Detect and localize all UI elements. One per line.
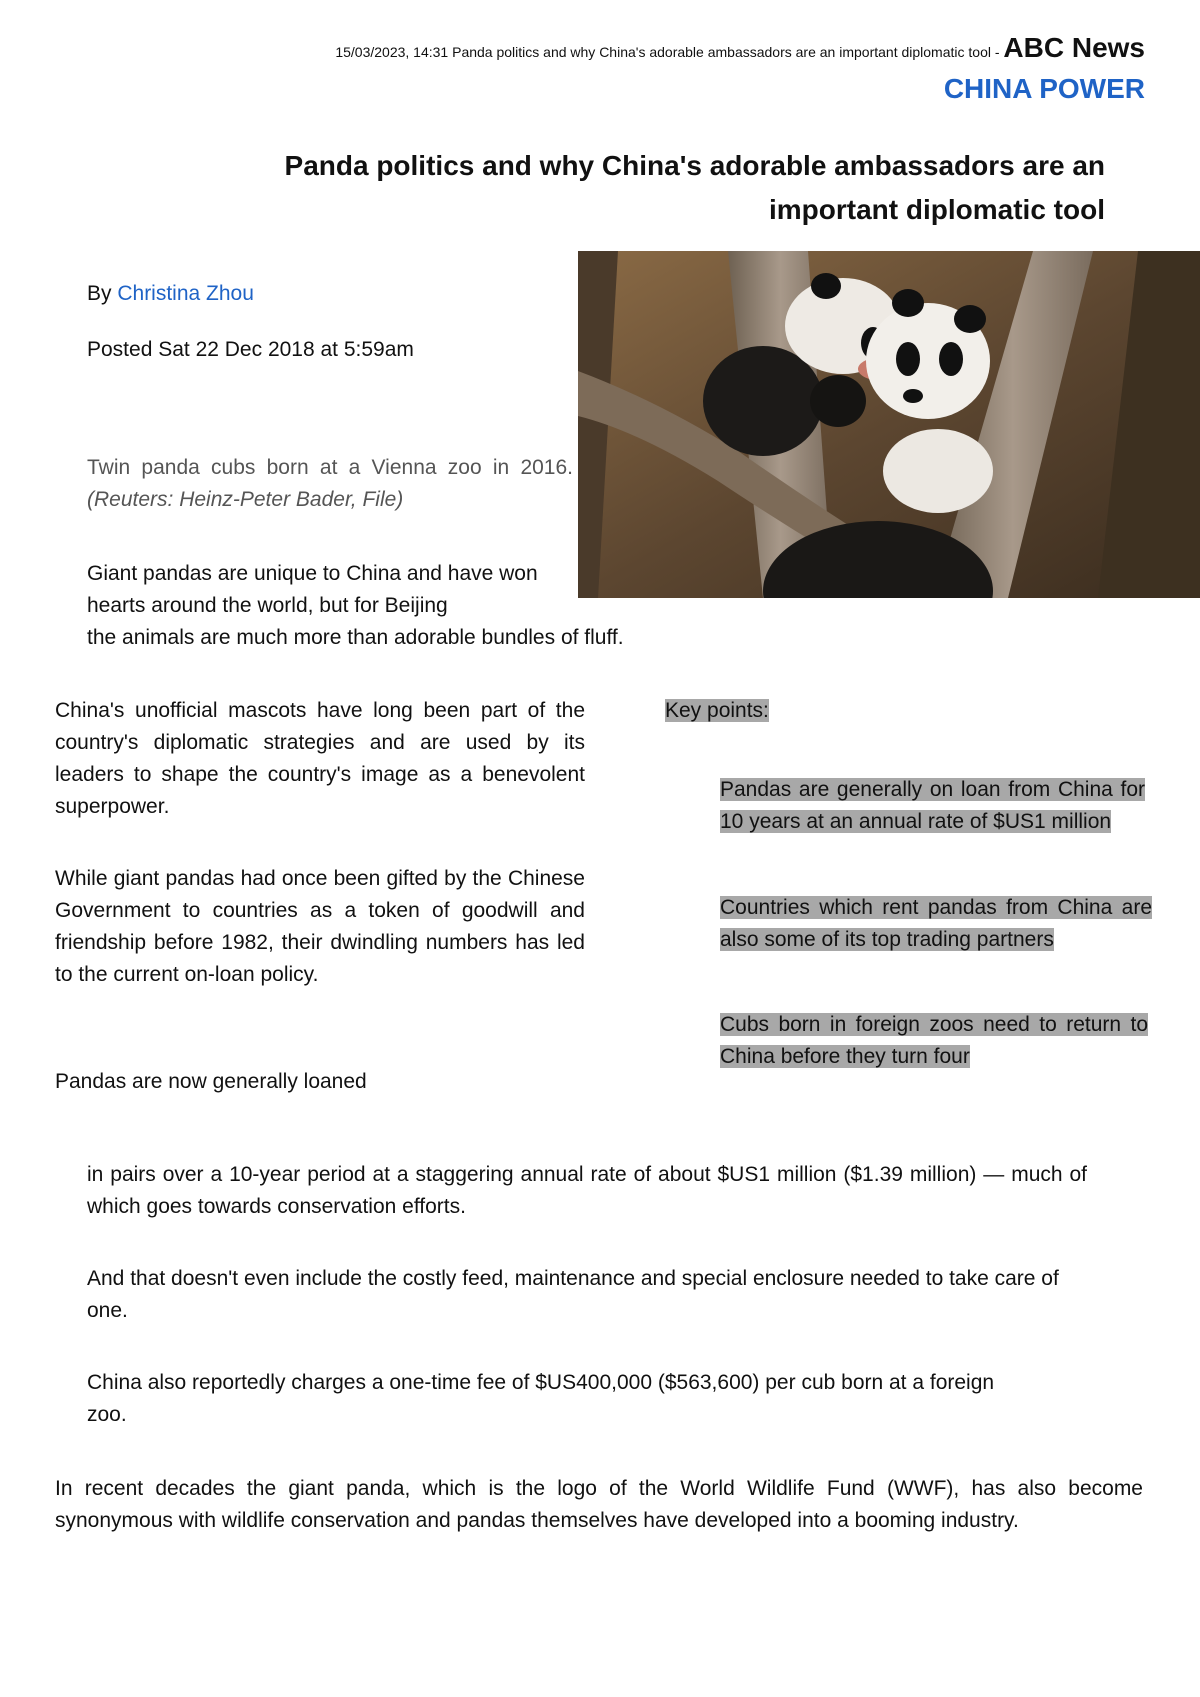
paragraph-mascots: China's unofficial mascots have long been part of the country's diplomatic strategies and are used by its leaders to shape the country's image as a benevolent superpower. (55, 699, 585, 818)
paragraph-loaned: Pandas are now generally loaned (55, 1070, 367, 1093)
key-points-heading (665, 695, 769, 727)
photo-caption (87, 452, 573, 516)
key-point-text: Countries which rent pandas from China are also some of its top trading partners (720, 896, 1152, 951)
paragraph-wwf: In recent decades the giant panda, which is the logo of the World Wildlife Fund (WWF), has also become synonymous with wildlife conservation and pandas themselves have developed into a booming industry. (55, 1477, 1143, 1532)
key-point-text: Pandas are generally on loan from China for 10 years at an annual rate of $US1 million (720, 778, 1145, 833)
byline-prefix: By (87, 282, 118, 305)
intro-paragraph-part1: Giant pandas are unique to China and have won hearts around the world, but for Beijing (87, 562, 538, 617)
article-photo (578, 251, 1200, 598)
paragraph-costs: And that doesn't even include the costly feed, maintenance and special enclosure needed to take care of one. (87, 1267, 1059, 1322)
intro-paragraph-part2: the animals are much more than adorable bundles of fluff. (87, 626, 624, 649)
paragraph-cub-fee: China also reportedly charges a one-time fee of $US400,000 ($563,600) per cub born at a foreign zoo. (87, 1371, 995, 1426)
paragraph-gifted: While giant pandas had once been gifted by the Chinese Government to countries as a token of goodwill and friendship before 1982, their dwindling numbers has led to the current on-loan policy. (55, 867, 585, 986)
caption-credit: (Reuters: Heinz-Peter Bader, File) (87, 488, 404, 511)
print-header-meta: 15/03/2023, 14:31 Panda politics and why China's adorable ambassadors are an important diplomatic tool - (335, 44, 1004, 60)
key-point-item (720, 774, 1145, 838)
section-label[interactable]: CHINA POWER (943, 73, 1145, 104)
key-point-item (720, 1009, 1148, 1073)
caption-text: Twin panda cubs born at a Vienna zoo in 2016. (87, 456, 573, 479)
byline (87, 282, 254, 306)
key-point-text: Cubs born in foreign zoos need to return to China before they turn four (720, 1013, 1148, 1068)
site-brand[interactable]: ABC News (1003, 32, 1145, 63)
paragraph-loan-rate: in pairs over a 10-year period at a staggering annual rate of about $US1 million ($1.39 million) — much of which goes towards conservation efforts. (87, 1163, 1087, 1218)
posted-date: Posted Sat 22 Dec 2018 at 5:59am (87, 338, 414, 361)
key-points-heading-text: Key points: (665, 699, 769, 722)
key-point-item (720, 892, 1152, 956)
article-title: Panda politics and why China's adorable ambassadors are an important diplomatic tool (284, 150, 1105, 225)
panda-cubs-image (578, 251, 1200, 598)
print-header (0, 32, 1145, 64)
author-link[interactable]: Christina Zhou (117, 282, 254, 305)
